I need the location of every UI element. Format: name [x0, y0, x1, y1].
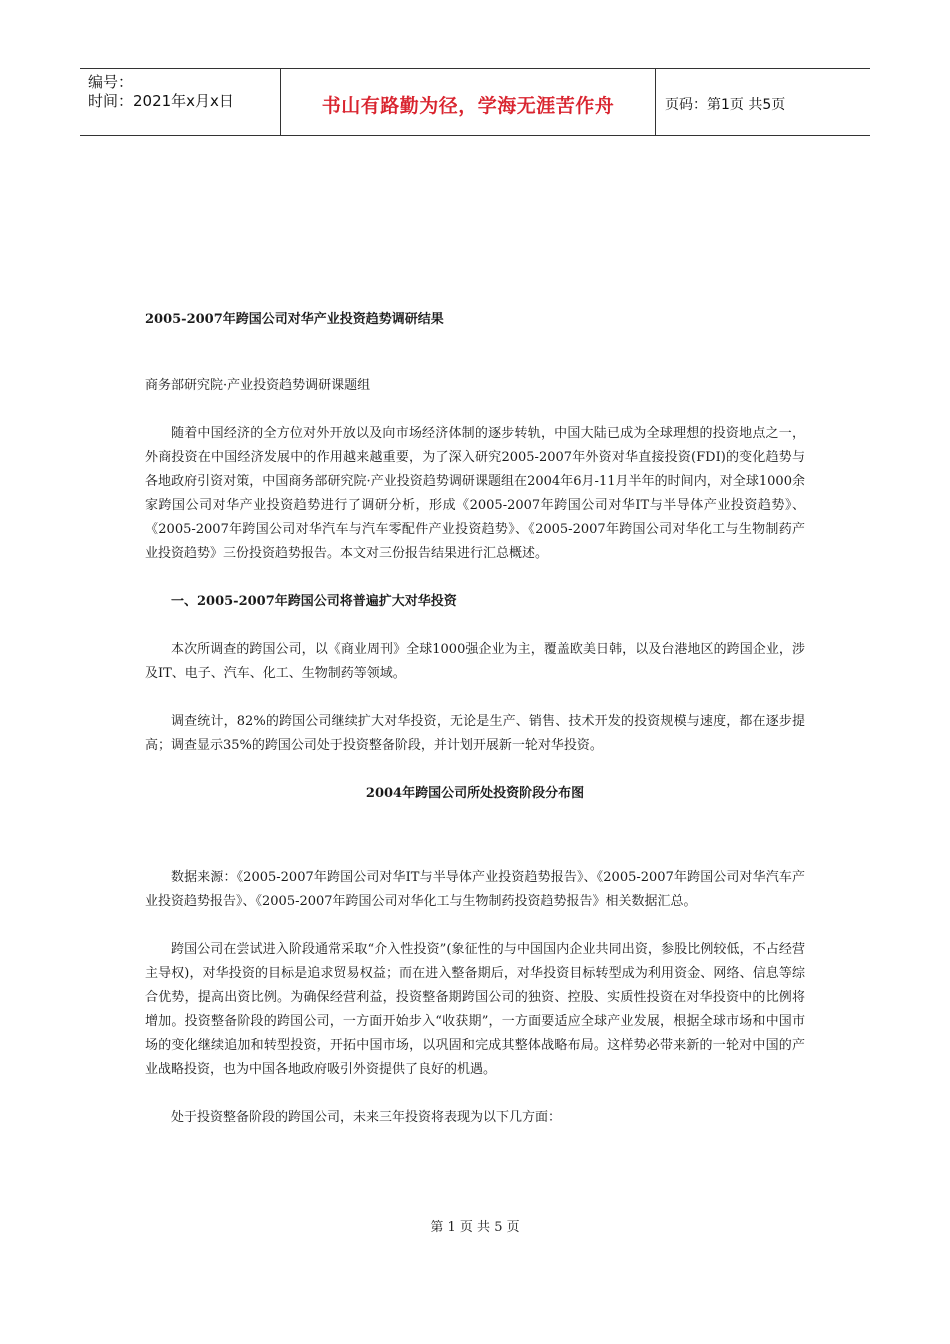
figure-title: 2004年跨国公司所处投资阶段分布图: [365, 786, 585, 801]
header-meta: [88, 73, 278, 111]
paragraph: 跨国公司在尝试进入阶段通常采取“介入性投资”(象征性的与中国国内企业共同出资，参股比例较低，不占经营主导权)，对华投资的目标是追求贸易权益；而在进入整备期后，对华投资目标转型成为利用资金、网络、信息等综合优势，提高出资比例。为确保经营利益，投资整备期跨国公司的独资、控股、实质性投资在对华投资中的比例将增加。投资整备阶段的跨国公司，一方面开始步入“收获期”，一方面要适应全球产业发展，根据全球市场和中国市场的变化继续追加和转型投资，开拓中国市场，以巩固和完成其整体战略布局。这样势必带来新的一轮对中国的产业战略投资，也为中国各地政府吸引外资提供了良好的机遇。: [145, 942, 805, 1077]
paragraph: 本次所调查的跨国公司，以《商业周刊》全球1000强企业为主，覆盖欧美日韩，以及台港地区的跨国企业，涉及IT、电子、汽车、化工、生物制药等领域。: [145, 642, 805, 681]
document-title: 2005-2007年跨国公司对华产业投资趋势调研结果: [145, 312, 444, 327]
document-author: 商务部研究院·产业投资趋势调研课题组: [145, 378, 371, 393]
header-page-info: 页码：第1页 共5页: [665, 97, 786, 113]
figure-placeholder: [145, 806, 805, 866]
header-motto: 书山有路勤为径，学海无涯苦作舟: [321, 95, 615, 117]
section-heading: 一、2005-2007年跨国公司将普遍扩大对华投资: [171, 594, 457, 609]
paragraph: 随着中国经济的全方位对外开放以及向市场经济体制的逐步转轨，中国大陆已成为全球理想的投资地点之一，外商投资在中国经济发展中的作用越来越重要，为了深入研究2005-2007年外资对华直接投资(FDI)的变化趋势与各地政府引资对策，中国商务部研究院·产业投资趋势调研课题组在2004年6月-11月半年的时间内，对全球1000余家跨国公司对华产业投资趋势进行了调研分析，形成《2005-2007年跨国公司对华IT与半导体产业投资趋势》、《2005-2007年跨国公司对华汽车与汽车零配件产业投资趋势》、《2005-2007年跨国公司对华化工与生物制药产业投资趋势》三份投资趋势报告。本文对三份报告结果进行汇总概述。: [145, 426, 805, 561]
number-label: 编号：: [88, 73, 134, 91]
time-label: 时间：2021年x月x日: [88, 92, 234, 110]
header-divider: [655, 69, 656, 135]
document-body: [145, 308, 805, 1130]
paragraph: 调查统计，82%的跨国公司继续扩大对华投资，无论是生产、销售、技术开发的投资规模与速度，都在逐步提高；调查显示35%的跨国公司处于投资整备阶段，并计划开展新一轮对华投资。: [145, 714, 805, 753]
paragraph: 处于投资整备阶段的跨国公司，未来三年投资将表现为以下几方面：: [171, 1110, 562, 1125]
page-footer: 第 1 页 共 5 页: [430, 1220, 520, 1235]
header-table: [80, 68, 870, 136]
paragraph: 数据来源：《2005-2007年跨国公司对华IT与半导体产业投资趋势报告》、《2005-2007年跨国公司对华汽车产业投资趋势报告》、《2005-2007年跨国公司对华化工与生物制药投资趋势报告》相关数据汇总。: [145, 870, 805, 909]
